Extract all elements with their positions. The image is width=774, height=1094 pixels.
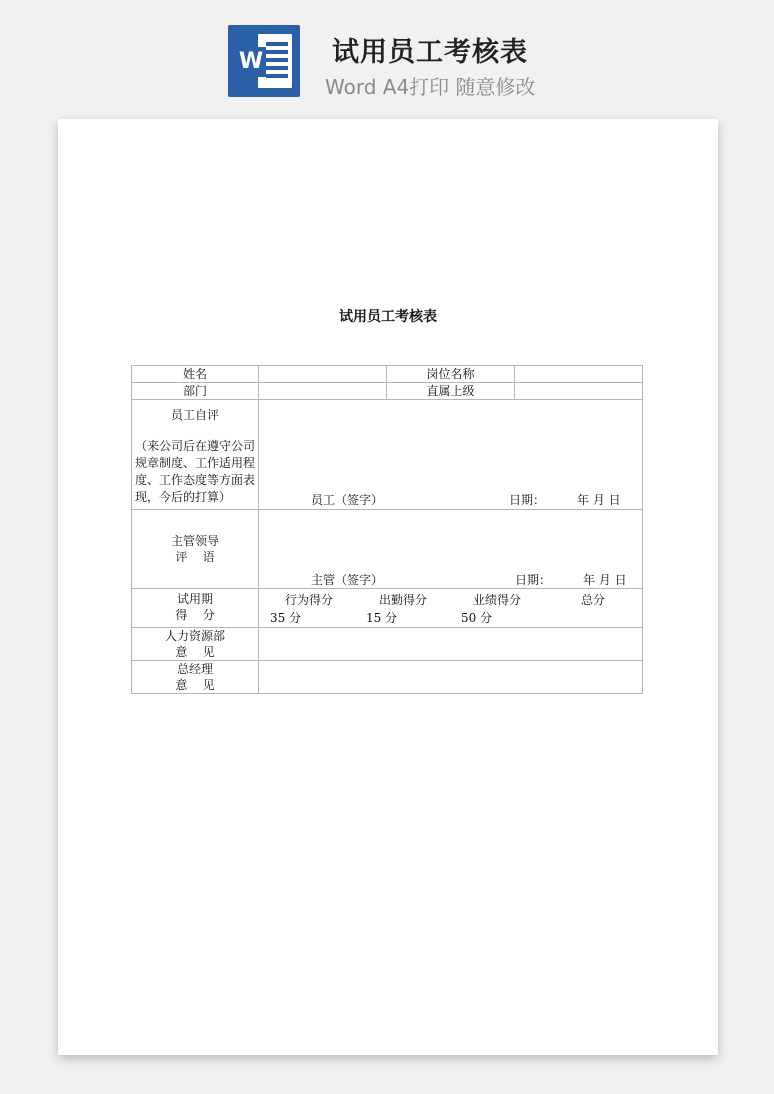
employee-sign-label: 员工（签字） (311, 493, 384, 507)
score-field[interactable] (259, 589, 643, 628)
document-title: 试用员工考核表 (339, 309, 437, 325)
attendance-score-label: 出勤得分 (379, 593, 428, 607)
name-field[interactable] (259, 366, 387, 383)
employee-date-format: 年 月 日 (577, 493, 621, 507)
score-label-1: 试用期 (176, 592, 213, 606)
supervisor-eval-label-1: 主管领导 (170, 534, 219, 548)
hr-label-1: 人力资源部 (164, 629, 225, 643)
hr-label-cell (132, 628, 259, 661)
behavior-score-label: 行为得分 (285, 593, 334, 607)
self-eval-field[interactable] (259, 400, 643, 510)
hr-label-2: 意 见 (175, 645, 215, 659)
supervisor-eval-field[interactable] (259, 510, 643, 589)
department-label: 部门 (132, 383, 259, 400)
supervisor-date-format: 年 月 日 (583, 573, 627, 587)
supervisor-field[interactable] (515, 383, 643, 400)
name-label: 姓名 (132, 366, 259, 383)
supervisor-date-label: 日期： (515, 573, 552, 587)
position-label: 岗位名称 (387, 366, 515, 383)
performance-score-points: 50 分 (461, 611, 493, 625)
app-title: 试用员工考核表 (332, 37, 528, 68)
word-icon-letter: W (236, 47, 266, 77)
department-field[interactable] (259, 383, 387, 400)
gm-label-cell (132, 661, 259, 694)
supervisor-label: 直属上级 (387, 383, 515, 400)
document-page (58, 119, 718, 1055)
total-score-label: 总分 (581, 593, 606, 607)
supervisor-eval-label-2: 评 语 (175, 550, 215, 564)
supervisor-sign-label: 主管（签字） (311, 573, 384, 587)
word-icon (228, 25, 300, 97)
score-label-cell (132, 589, 259, 628)
position-field[interactable] (515, 366, 643, 383)
score-label-2: 得 分 (175, 608, 215, 622)
attendance-score-points: 15 分 (366, 611, 398, 625)
app-subtitle: Word A4打印 随意修改 (325, 75, 536, 99)
self-eval-label-cell (132, 400, 259, 510)
performance-score-label: 业绩得分 (473, 593, 522, 607)
gm-opinion-field[interactable] (259, 661, 643, 694)
behavior-score-points: 35 分 (270, 611, 302, 625)
gm-label-1: 总经理 (176, 662, 213, 676)
self-eval-label: 员工自评 (170, 408, 219, 422)
supervisor-eval-label-cell (132, 510, 259, 589)
hr-opinion-field[interactable] (259, 628, 643, 661)
gm-label-2: 意 见 (175, 678, 215, 692)
self-eval-note: （来公司后在遵守公司规章制度、工作适用程度、工作态度等方面表现，今后的打算） (135, 439, 256, 504)
header (0, 0, 774, 110)
evaluation-form (131, 365, 643, 694)
employee-date-label: 日期： (509, 493, 546, 507)
